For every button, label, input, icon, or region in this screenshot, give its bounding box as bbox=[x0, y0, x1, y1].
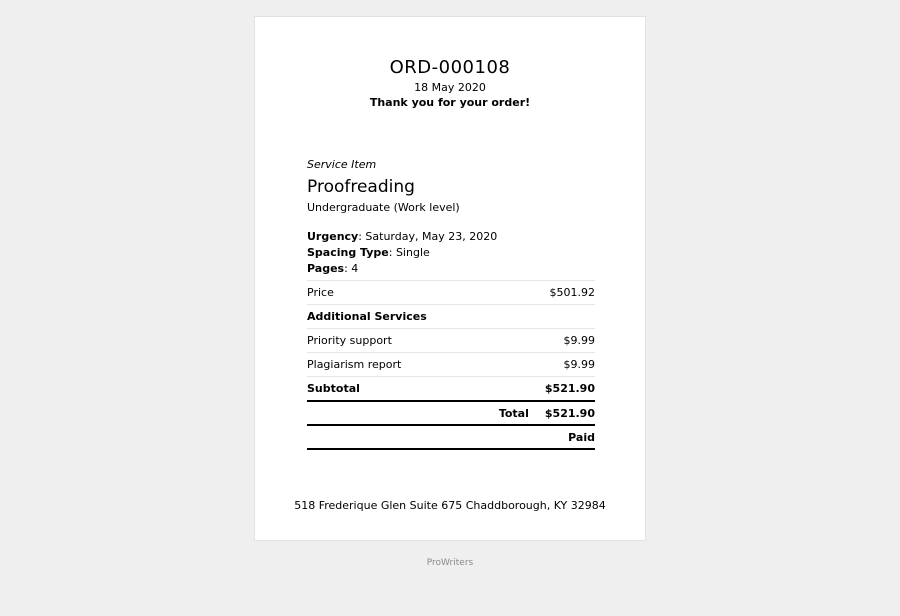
total-row bbox=[307, 401, 595, 425]
service-caption: Service Item bbox=[307, 158, 377, 171]
total-label: Total bbox=[498, 406, 529, 420]
service-level: Undergraduate (Work level) bbox=[307, 201, 460, 214]
spec-list bbox=[307, 229, 595, 277]
additional-services-row bbox=[307, 305, 595, 329]
price-table bbox=[307, 280, 595, 450]
spec-value: : Saturday, May 23, 2020 bbox=[358, 230, 498, 243]
price-value: $501.92 bbox=[495, 281, 595, 305]
spec-spacing-type bbox=[307, 245, 595, 261]
spec-pages bbox=[307, 261, 595, 277]
order-details bbox=[307, 157, 595, 450]
subtotal-value: $521.90 bbox=[495, 377, 595, 402]
spec-label: Urgency bbox=[307, 230, 359, 243]
business-address: 518 Frederique Glen Suite 675 Chaddborough, KY 32984 bbox=[294, 499, 606, 512]
paid-row bbox=[307, 425, 595, 449]
line-item-row bbox=[307, 329, 595, 353]
spec-value: : 4 bbox=[344, 262, 359, 275]
thank-you-message: Thank you for your order! bbox=[369, 96, 531, 109]
line-item-value: $9.99 bbox=[495, 329, 595, 353]
price-row bbox=[307, 281, 595, 305]
line-item-label: Plagiarism report bbox=[307, 353, 495, 377]
spec-urgency bbox=[307, 229, 595, 245]
line-item-label: Priority support bbox=[307, 329, 495, 353]
total-value: $521.90 bbox=[544, 406, 595, 420]
spec-label: Pages bbox=[307, 262, 345, 275]
line-item-value: $9.99 bbox=[495, 353, 595, 377]
receipt-card bbox=[254, 16, 646, 541]
order-id: ORD-000108 bbox=[389, 57, 511, 78]
subtotal-row bbox=[307, 377, 595, 402]
spec-label: Spacing Type bbox=[307, 246, 389, 259]
subtotal-label: Subtotal bbox=[307, 377, 495, 402]
service-name: Proofreading bbox=[307, 177, 415, 197]
spec-value: : Single bbox=[388, 246, 430, 259]
paid-status: Paid bbox=[307, 425, 595, 449]
additional-services-heading: Additional Services bbox=[307, 305, 595, 329]
order-date: 18 May 2020 bbox=[414, 81, 486, 94]
price-label: Price bbox=[307, 281, 495, 305]
footer-brand: ProWriters bbox=[426, 558, 474, 568]
line-item-row bbox=[307, 353, 595, 377]
